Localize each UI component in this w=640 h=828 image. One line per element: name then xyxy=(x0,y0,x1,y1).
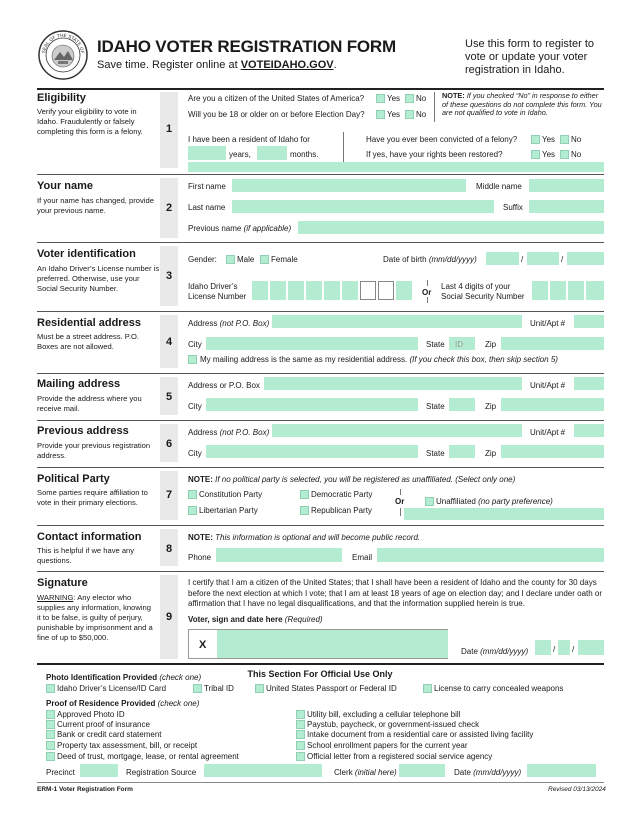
prev-zip-label: Zip xyxy=(485,449,497,458)
photo-id-label-1: Idaho Driver’s License/ID Card xyxy=(57,684,167,693)
residence-right-checkbox-1[interactable] xyxy=(296,710,305,719)
residence-left-checkbox-2[interactable] xyxy=(46,720,55,729)
photo-id-label-4: License to carry concealed weapons xyxy=(434,684,564,693)
restored-no-checkbox[interactable] xyxy=(560,150,569,159)
eligibility-heading: Eligibility xyxy=(37,92,86,104)
male-label: Male xyxy=(237,255,255,264)
previous-description: Provide your previous registration address. xyxy=(37,441,151,460)
residence-left-checkbox-3[interactable] xyxy=(46,730,55,739)
residence-left-label-4: Property tax assessment, bill, or receipt xyxy=(57,741,198,750)
section-number-3: 3 xyxy=(165,270,173,282)
photo-id-checkbox-2[interactable] xyxy=(193,684,202,693)
mailing-heading: Mailing address xyxy=(37,378,121,390)
id-or-label: Or xyxy=(422,288,432,297)
residence-right-label-5: Official letter from a registered social service agency xyxy=(307,752,493,761)
sign-date-year[interactable] xyxy=(578,640,604,655)
mail-address-label: Address or P.O. Box xyxy=(188,381,260,390)
age-no-checkbox[interactable] xyxy=(405,110,414,119)
name-description: If your name has changed, provide your previous name. xyxy=(37,196,154,215)
resident-years-field[interactable] xyxy=(188,146,226,160)
mail-address-field[interactable] xyxy=(264,377,522,390)
res-address-field[interactable] xyxy=(272,315,522,328)
prev-address-field[interactable] xyxy=(272,424,522,437)
sign-date-day[interactable] xyxy=(558,640,570,655)
reg-source-label: Registration Source xyxy=(126,768,197,777)
same-mailing-checkbox[interactable] xyxy=(188,355,197,364)
party-heading: Political Party xyxy=(37,473,110,485)
photo-id-checkbox-1[interactable] xyxy=(46,684,55,693)
sign-date-slash-1: / xyxy=(553,645,556,654)
citizen-yes-checkbox[interactable] xyxy=(376,94,385,103)
party-note: NOTE: If no political party is selected, you will be registered as unaffiliated. (Select only one) xyxy=(188,475,516,484)
residence-right-checkbox-3[interactable] xyxy=(296,730,305,739)
res-state-label: State xyxy=(426,340,445,349)
precinct-label: Precinct xyxy=(46,768,75,777)
page-title: IDAHO VOTER REGISTRATION FORM xyxy=(97,37,396,56)
citizen-yes-label: Yes xyxy=(387,94,401,103)
signature-x: X xyxy=(199,639,207,651)
republican-checkbox[interactable] xyxy=(300,506,309,515)
ssn-label-2: Social Security Number xyxy=(441,292,525,301)
mail-city-label: City xyxy=(188,402,202,411)
ssn-digit-boxes[interactable] xyxy=(532,281,604,300)
signature-box[interactable] xyxy=(188,629,448,659)
restored-no-label: No xyxy=(571,150,582,159)
res-city-field[interactable] xyxy=(206,337,418,350)
license-label-2: License Number xyxy=(188,292,247,301)
male-checkbox[interactable] xyxy=(226,255,235,264)
page-subtitle: Save time. Register online at VOTEIDAHO.GOV. xyxy=(97,59,337,71)
suffix-field[interactable] xyxy=(529,200,604,213)
residence-proof-label: Proof of Residence Provided (check one) xyxy=(46,699,200,708)
eligibility-note: NOTE: If you checked “No” in response to either of these questions do not complete this form. You are not qualified to vote in Idaho. xyxy=(442,91,602,118)
age-yes-label: Yes xyxy=(387,110,401,119)
sign-date-label: Date (mm/dd/yyyy) xyxy=(461,647,529,656)
section-number-7: 7 xyxy=(165,489,173,501)
eligibility-description: Verify your eligibility to vote in Idaho. Fraudulently or falsely completing this form is a felony. xyxy=(37,107,143,136)
mail-unit-field[interactable] xyxy=(574,377,604,390)
voter-id-description: An Idaho Driver’s License number is preferred. Otherwise, use your Social Security Number. xyxy=(37,264,160,293)
official-date-label: Date (mm/dd/yyyy) xyxy=(454,768,522,777)
residential-heading: Residential address xyxy=(37,317,141,329)
residence-left-checkbox-5[interactable] xyxy=(46,752,55,761)
official-date-field[interactable] xyxy=(527,764,596,777)
party-bottom-bar xyxy=(404,508,604,520)
same-mailing-label: My mailing address is the same as my residential address. (If you check this box, then skip section 5) xyxy=(200,355,558,364)
email-field[interactable] xyxy=(377,548,604,562)
felony-yes-checkbox[interactable] xyxy=(531,135,540,144)
residence-left-checkbox-1[interactable] xyxy=(46,710,55,719)
reg-source-field[interactable] xyxy=(204,764,322,777)
party-or-label: Or xyxy=(395,497,405,506)
previous-name-label: Previous name (if applicable) xyxy=(188,224,292,233)
photo-id-label-3: United States Passport or Federal ID xyxy=(266,684,397,693)
citizen-question: Are you a citizen of the United States of America? xyxy=(188,94,365,103)
resident-months-field[interactable] xyxy=(257,146,287,160)
residence-right-checkbox-5[interactable] xyxy=(296,752,305,761)
dob-label: Date of birth (mm/dd/yyyy) xyxy=(383,255,477,264)
age-question: Will you be 18 or older on or before Election Day? xyxy=(188,110,365,119)
res-state-field xyxy=(449,337,475,350)
residence-right-checkbox-4[interactable] xyxy=(296,741,305,750)
constitution-checkbox[interactable] xyxy=(188,490,197,499)
resident-label: I have been a resident of Idaho for xyxy=(188,135,310,144)
clerk-field[interactable] xyxy=(399,764,445,777)
prev-state-field[interactable] xyxy=(449,445,475,458)
section-number-5: 5 xyxy=(165,391,173,403)
section-number-8: 8 xyxy=(165,543,173,555)
previous-name-field[interactable] xyxy=(298,221,604,234)
felony-no-label: No xyxy=(571,135,582,144)
residence-left-label-3: Bank or credit card statement xyxy=(57,730,162,739)
restored-question: If yes, have your rights been restored? xyxy=(366,150,503,159)
restored-yes-label: Yes xyxy=(542,150,556,159)
residence-right-label-4: School enrollment papers for the current year xyxy=(307,741,468,750)
seal-text: SEAL OF THE STATE OF xyxy=(42,33,84,54)
residence-left-label-2: Current proof of insurance xyxy=(57,720,150,729)
residential-description: Must be a street address. P.O. Boxes are not allowed. xyxy=(37,332,140,351)
suffix-label: Suffix xyxy=(503,203,523,212)
mail-zip-label: Zip xyxy=(485,402,497,411)
years-label: years, xyxy=(229,150,251,159)
restored-yes-checkbox[interactable] xyxy=(531,150,540,159)
middle-name-field[interactable] xyxy=(529,179,604,192)
age-no-label: No xyxy=(416,110,427,119)
mailing-description: Provide the address where you receive mail. xyxy=(37,394,142,413)
citizen-no-label: No xyxy=(416,94,427,103)
mail-state-field[interactable] xyxy=(449,398,475,411)
intro-text: Use this form to register to vote or update your voter registration in Idaho. xyxy=(465,38,594,76)
unaffiliated-checkbox[interactable] xyxy=(425,497,434,506)
prev-city-field[interactable] xyxy=(206,445,418,458)
prev-address-label: Address (not P.O. Box) xyxy=(188,428,270,437)
sign-label: Voter, sign and date here (Required) xyxy=(188,615,323,624)
voter-id-heading: Voter identification xyxy=(37,248,136,260)
mail-zip-field[interactable] xyxy=(501,398,604,411)
signature-heading: Signature xyxy=(37,577,88,589)
res-state-value: ID xyxy=(455,340,463,349)
first-name-label: First name xyxy=(188,182,226,191)
libertarian-checkbox[interactable] xyxy=(188,506,197,515)
section-number-2: 2 xyxy=(165,202,173,214)
photo-id-checkbox-3[interactable] xyxy=(255,684,264,693)
residence-left-checkbox-4[interactable] xyxy=(46,741,55,750)
clerk-label: Clerk (initial here) xyxy=(334,768,397,777)
prev-unit-field[interactable] xyxy=(574,424,604,437)
phone-label: Phone xyxy=(188,553,212,562)
ssn-label-1: Last 4 digits of your xyxy=(441,282,511,291)
female-checkbox[interactable] xyxy=(260,255,269,264)
voteidaho-link[interactable]: VOTEIDAHO.GOV xyxy=(240,59,334,71)
sign-date-slash-2: / xyxy=(572,645,575,654)
section-number-9: 9 xyxy=(165,611,173,623)
residence-right-label-3: Intake document from a residential care or assisted living facility xyxy=(307,730,534,739)
contact-heading: Contact information xyxy=(37,531,142,543)
felony-yes-label: Yes xyxy=(542,135,556,144)
felony-no-checkbox[interactable] xyxy=(560,135,569,144)
dob-slash-2: / xyxy=(561,255,564,264)
prev-unit-label: Unit/Apt # xyxy=(530,428,566,437)
residence-right-label-1: Utility bill, excluding a cellular telephone bill xyxy=(307,710,461,719)
sign-date-month[interactable] xyxy=(535,640,551,655)
email-label: Email xyxy=(352,553,373,562)
republican-label: Republican Party xyxy=(311,506,372,515)
photo-id-label: Photo Identification Provided (check one) xyxy=(46,673,202,682)
prev-state-label: State xyxy=(426,449,445,458)
dob-month-field[interactable] xyxy=(486,252,519,265)
form-id: ERM-1 Voter Registration Form xyxy=(37,786,133,793)
precinct-field[interactable] xyxy=(80,764,118,777)
gender-label: Gender: xyxy=(188,255,217,264)
state-seal xyxy=(38,30,88,80)
mail-state-label: State xyxy=(426,402,445,411)
last-name-label: Last name xyxy=(188,203,226,212)
libertarian-label: Libertarian Party xyxy=(199,506,258,515)
democratic-checkbox[interactable] xyxy=(300,490,309,499)
contact-description: This is helpful if we have any questions. xyxy=(37,546,135,565)
party-description: Some parties require affiliation to vote in their primary elections. xyxy=(37,488,148,507)
certification-text: I certify that I am a citizen of the United States; that I shall have been a resident of Idaho and the county for 30 days before the next election at which I vote; that I am at least 18 years of age on election day; and I declare under oath or affirmation that I have no legal disqualifications, and that the information supplied herein is true. xyxy=(188,578,603,608)
dob-slash-1: / xyxy=(521,255,524,264)
photo-id-label-2: Tribal ID xyxy=(204,684,234,693)
revised-date: Revised 03/13/2024 xyxy=(548,786,606,793)
mail-city-field[interactable] xyxy=(206,398,418,411)
first-name-field[interactable] xyxy=(232,179,466,192)
residence-right-label-2: Paystub, paycheck, or government-issued check xyxy=(307,720,480,729)
constitution-label: Constitution Party xyxy=(199,490,263,499)
previous-heading: Previous address xyxy=(37,425,129,437)
res-city-label: City xyxy=(188,340,202,349)
photo-id-checkbox-4[interactable] xyxy=(423,684,432,693)
months-label: months. xyxy=(290,150,319,159)
res-address-label: Address (not P.O. Box) xyxy=(188,319,270,328)
section-number-6: 6 xyxy=(165,438,173,450)
name-heading: Your name xyxy=(37,180,94,192)
res-zip-field[interactable] xyxy=(501,337,604,350)
section-number-4: 4 xyxy=(165,336,173,348)
official-use-title: This Section For Official Use Only xyxy=(247,669,393,679)
democratic-label: Democratic Party xyxy=(311,490,373,499)
age-yes-checkbox[interactable] xyxy=(376,110,385,119)
section-number-1: 1 xyxy=(165,123,173,135)
residence-left-label-5: Deed of trust, mortgage, lease, or rental agreement xyxy=(57,752,239,761)
prev-zip-field[interactable] xyxy=(501,445,604,458)
dob-year-field[interactable] xyxy=(567,252,604,265)
unaffiliated-label: Unaffiliated (no party preference) xyxy=(436,497,553,506)
felony-question: Have you ever been convicted of a felony? xyxy=(366,135,518,144)
middle-name-label: Middle name xyxy=(476,182,522,191)
prev-city-label: City xyxy=(188,449,202,458)
res-zip-label: Zip xyxy=(485,340,497,349)
last-name-field[interactable] xyxy=(232,200,494,213)
res-unit-field[interactable] xyxy=(574,315,604,328)
signature-warning: WARNING: Any elector who supplies any information, knowing it to be false, is guilty of perjury, punishable by imprisonment and a fine of up to $50,000. xyxy=(37,593,153,642)
female-label: Female xyxy=(271,255,298,264)
eligibility-bottom-bar xyxy=(188,162,604,172)
residence-right-checkbox-2[interactable] xyxy=(296,720,305,729)
citizen-no-checkbox[interactable] xyxy=(405,94,414,103)
license-number-boxes[interactable] xyxy=(252,281,412,300)
res-unit-label: Unit/Apt # xyxy=(530,319,566,328)
phone-field[interactable] xyxy=(216,548,342,562)
residence-left-label-1: Approved Photo ID xyxy=(57,710,125,719)
mail-unit-label: Unit/Apt # xyxy=(530,381,566,390)
dob-day-field[interactable] xyxy=(527,252,559,265)
license-label-1: Idaho Driver’s xyxy=(188,282,238,291)
contact-note: NOTE: This information is optional and will become public record. xyxy=(188,533,421,542)
